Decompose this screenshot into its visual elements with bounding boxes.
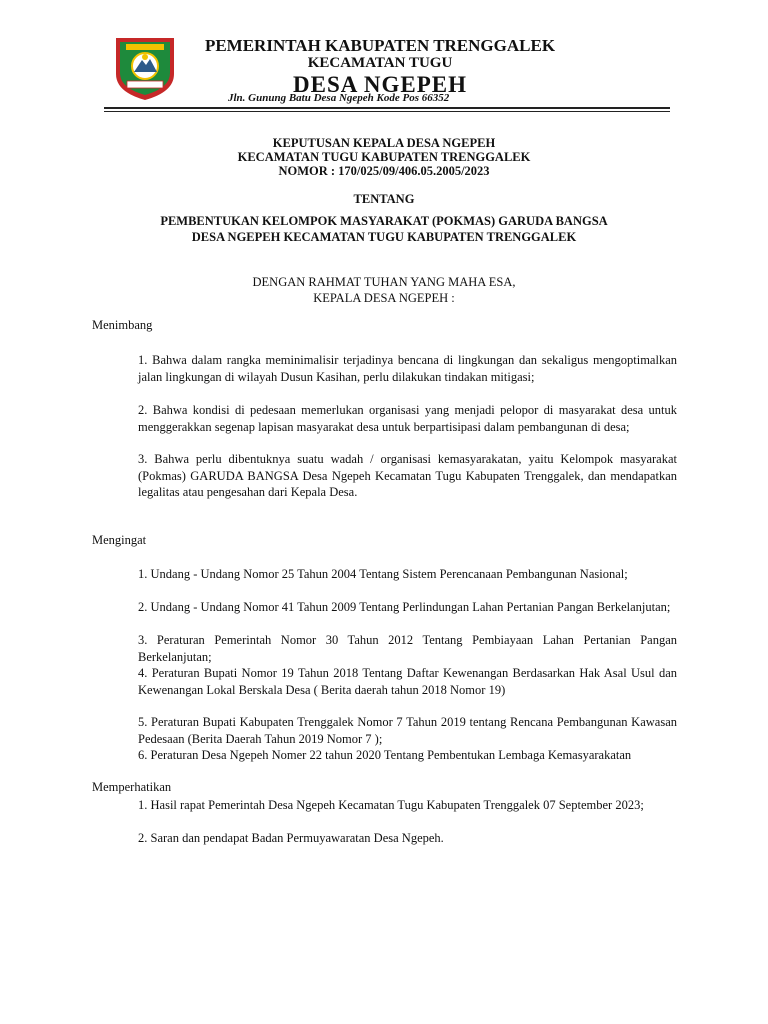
decree-subject-2: DESA NGEPEH KECAMATAN TUGU KABUPATEN TRENGGALEK — [191, 230, 577, 244]
decree-subject-1: PEMBENTUKAN KELOMPOK MASYARAKAT (POKMAS) GARUDA BANGSA — [160, 214, 608, 228]
mengingat-item: 4. Peraturan Bupati Nomor 19 Tahun 2018 Tentang Daftar Kewenangan Berdasarkan Hak Asal Usul dan Kewenangan Lokal Berskala Desa ( Berita daerah tahun 2018 Nomor 19) — [138, 666, 677, 697]
mengingat-item: 5. Peraturan Bupati Kabupaten Trenggalek Nomor 7 Tahun 2019 tentang Rencana Pembangunan Kawasan Pedesaan (Berita Daerah Tahun 2019 Nomor 7 ); — [138, 715, 677, 746]
mengingat-item: 6. Peraturan Desa Ngepeh Nomer 22 tahun 2020 Tentang Pembentukan Lembaga Kemasyarakatan — [138, 748, 632, 762]
mengingat-item: 2. Undang - Undang Nomor 41 Tahun 2009 Tentang Perlindungan Lahan Pertanian Pangan Berkelanjutan; — [138, 600, 671, 614]
letterhead-government: PEMERINTAH KABUPATEN TRENGGALEK — [204, 36, 556, 55]
decree-opening-1: DENGAN RAHMAT TUHAN YANG MAHA ESA, — [252, 275, 516, 289]
decree-title-sub: KECAMATAN TUGU KABUPATEN TRENGGALEK — [237, 150, 531, 164]
menimbang-item: 3. Bahwa perlu dibentuknya suatu wadah / organisasi kemasyarakatan, yaitu Kelompok masyarakat (Pokmas) GARUDA BANGSA Desa Ngepeh Kecamatan Tugu Kabupaten Trenggalek, dan mendapatkan legalitas atau pengesahan dari Kepala Desa. — [138, 452, 677, 500]
mengingat-item: 3. Peraturan Pemerintah Nomor 30 Tahun 2012 Tentang Pembiayaan Lahan Pertanian Pangan Berkelanjutan; — [138, 633, 677, 664]
memperhatikan-item: 1. Hasil rapat Pemerintah Desa Ngepeh Kecamatan Tugu Kabupaten Trenggalek 07 September 2023; — [138, 798, 644, 812]
letterhead — [180, 36, 580, 97]
letterhead-address: Jln. Gunung Batu Desa Ngepeh Kode Pos 66352 — [228, 92, 450, 104]
memperhatikan-item: 2. Saran dan pendapat Badan Permuyawaratan Desa Ngepeh. — [138, 831, 444, 845]
memperhatikan-heading: Memperhatikan — [92, 780, 172, 794]
decree-title: KEPUTUSAN KEPALA DESA NGEPEH — [272, 136, 496, 150]
menimbang-item: 1. Bahwa dalam rangka meminimalisir terjadinya bencana di lingkungan dan sekaligus mengoptimalkan jalan lingkungan di wilayah Dusun Kasihan, perlu dilakukan tindakan mitigasi; — [138, 353, 677, 384]
letterhead-rule — [104, 107, 670, 109]
letterhead-village: DESA NGEPEH — [293, 72, 467, 97]
decree-opening-2: KEPALA DESA NGEPEH : — [313, 291, 455, 305]
decree-about: TENTANG — [353, 192, 415, 206]
mengingat-heading: Mengingat — [92, 533, 147, 547]
regency-emblem-icon — [112, 34, 178, 102]
mengingat-item: 1. Undang - Undang Nomor 25 Tahun 2004 Tentang Sistem Perencanaan Pembangunan Nasional; — [138, 567, 628, 581]
letterhead-rule-thin — [104, 111, 670, 112]
menimbang-heading: Menimbang — [92, 318, 153, 332]
decree-number: NOMOR : 170/025/09/406.05.2005/2023 — [278, 164, 490, 178]
menimbang-item: 2. Bahwa kondisi di pedesaan memerlukan organisasi yang menjadi pelopor di masyarakat desa untuk menggerakkan segenap lapisan masyarakat desa untuk berpartisipasi dalam pembangunan di desa; — [138, 403, 677, 434]
letterhead-district: KECAMATAN TUGU — [307, 55, 453, 71]
